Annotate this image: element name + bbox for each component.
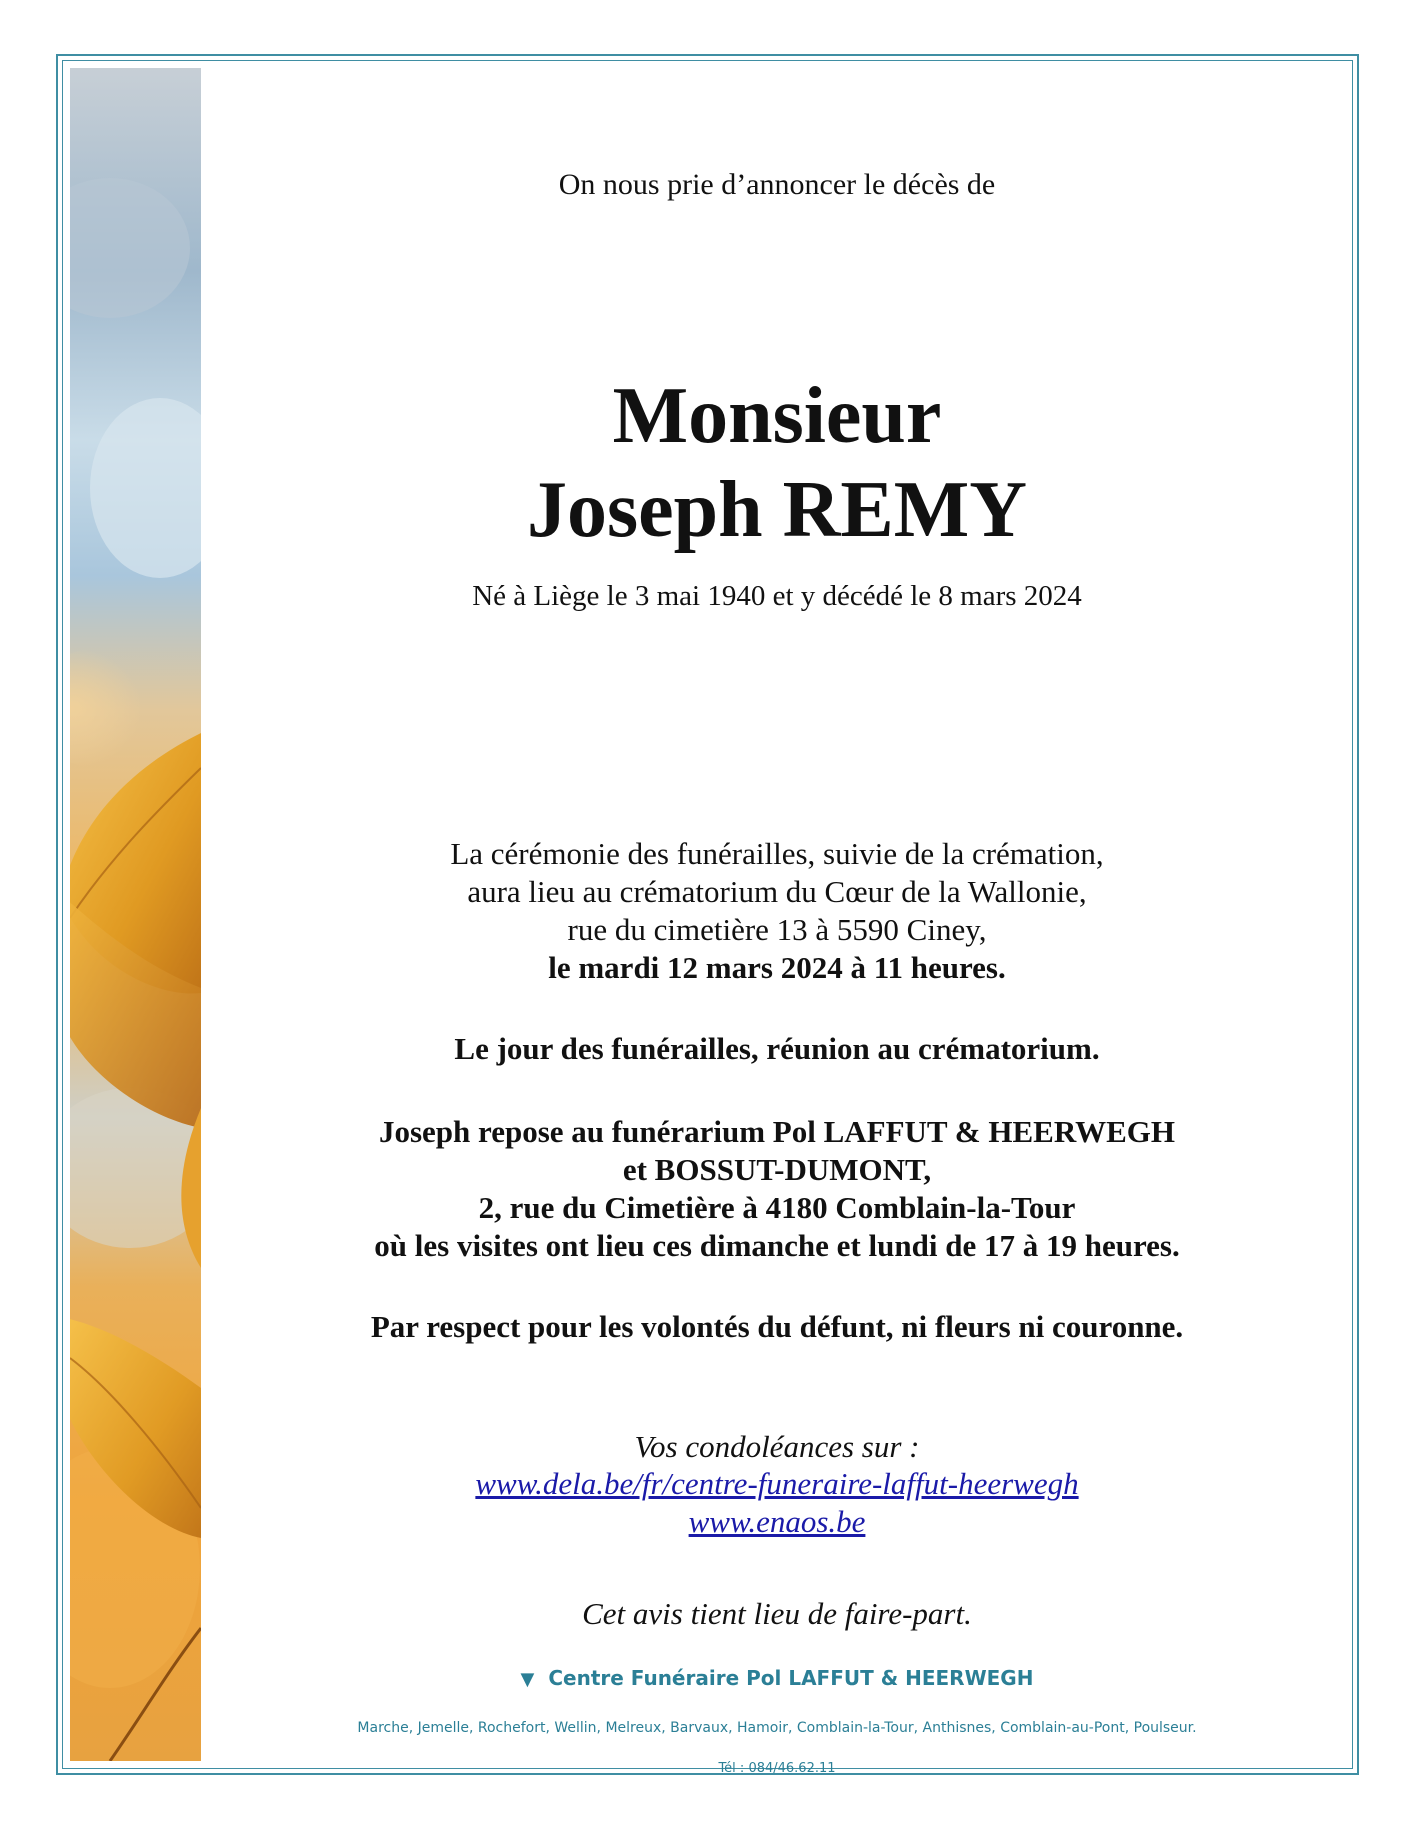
condolences-row-1: [201, 1466, 1353, 1502]
footer-company: [201, 1666, 1353, 1690]
ceremony-date: le mardi 12 mars 2024 à 11 heures.: [548, 950, 1006, 985]
visitation-line-4: où les visites ont lieu ces dimanche et lundi de 17 à 19 heures.: [374, 1228, 1180, 1263]
autumn-leaves-image: [70, 68, 201, 1761]
visitation-line-2: et BOSSUT-DUMONT,: [622, 1152, 932, 1187]
visitation-line-3: 2, rue du Cimetière à 4180 Comblain-la-Tour: [478, 1190, 1076, 1225]
condolences-link-dela[interactable]: www.dela.be/fr/centre-funeraire-laffut-heerwegh: [475, 1466, 1079, 1501]
deceased-name: Joseph REMY: [526, 466, 1028, 554]
company-name: Centre Funéraire Pol LAFFUT & HEERWEGH: [548, 1666, 1034, 1690]
condolences-row-2: [201, 1504, 1353, 1540]
condolences-link-enaos[interactable]: www.enaos.be: [688, 1504, 866, 1539]
ceremony-line-1: La cérémonie des funérailles, suivie de la crémation,: [450, 836, 1104, 871]
visitation-line-1: Joseph repose au funérarium Pol LAFFUT & HEERWEGH: [378, 1114, 1176, 1149]
closing-text: Cet avis tient lieu de faire-part.: [582, 1596, 972, 1631]
condolences-label: Vos condoléances sur :: [634, 1429, 920, 1464]
ceremony-line-3: rue du cimetière 13 à 5590 Ciney,: [567, 912, 987, 947]
ceremony-line-2: aura lieu au crématorium du Cœur de la Wallonie,: [467, 874, 1087, 909]
notice-body: [201, 60, 1353, 1776]
intro-text: On nous prie d’annoncer le décès de: [558, 168, 996, 201]
triangle-down-icon: ▼: [520, 1669, 535, 1690]
deceased-title: Monsieur: [612, 372, 942, 460]
footer-locations: Marche, Jemelle, Rochefort, Wellin, Melreux, Barvaux, Hamoir, Comblain-la-Tour, Anthisnes, Comblain-au-Pont, Poulseur.: [357, 1720, 1197, 1736]
footer-phone: Tél : 084/46.62.11: [718, 1761, 836, 1776]
wishes-text: Par respect pour les volontés du défunt, ni fleurs ni couronne.: [370, 1309, 1184, 1344]
birth-death-dates: Né à Liège le 3 mai 1940 et y décédé le 8 mars 2024: [472, 580, 1082, 612]
meeting-text: Le jour des funérailles, réunion au crématorium.: [454, 1031, 1100, 1066]
